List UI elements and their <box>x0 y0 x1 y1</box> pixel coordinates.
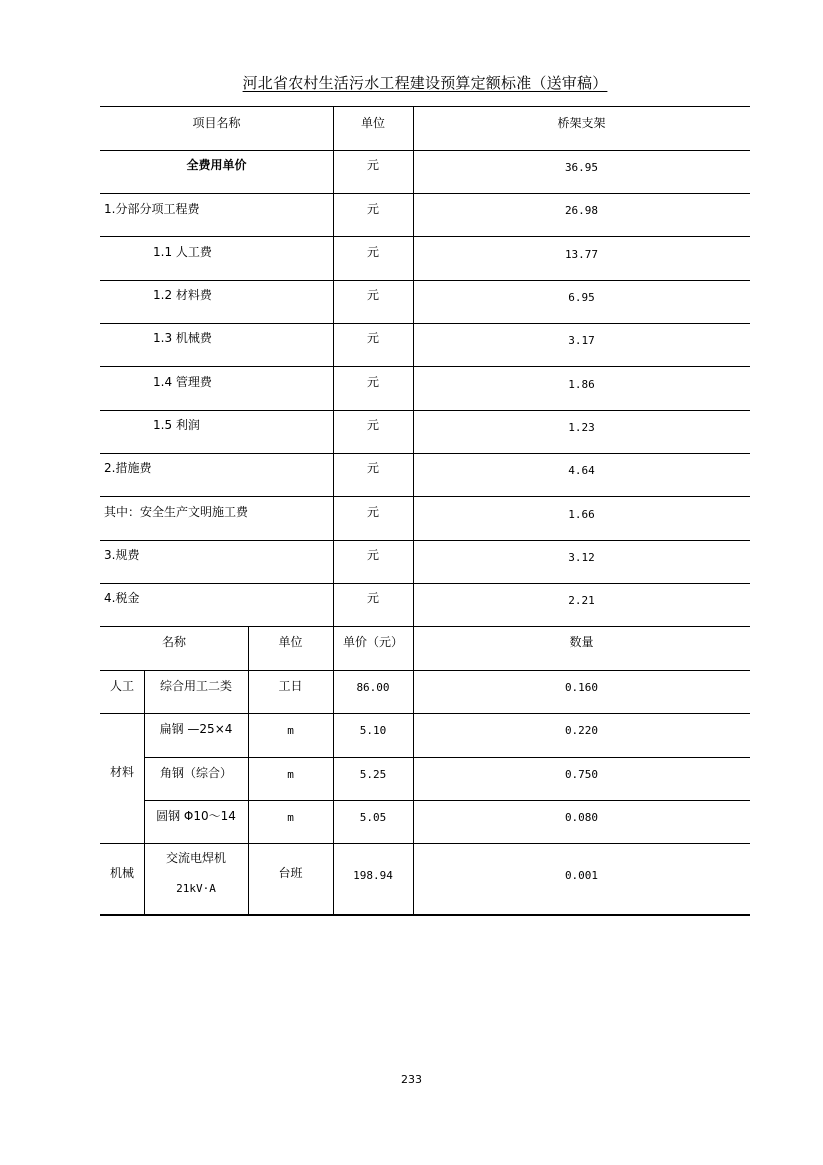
detail-row-unit: 工日 <box>278 679 303 693</box>
page-number: 233 <box>401 1073 422 1086</box>
detail-header-name: 名称 <box>161 635 186 649</box>
summary-row-value: 6.95 <box>568 291 595 304</box>
detail-header-qty: 数量 <box>569 635 594 649</box>
summary-row-unit: 元 <box>366 418 379 432</box>
summary-row-value: 36.95 <box>564 161 599 174</box>
detail-row-unit: m <box>287 724 294 737</box>
row-divider <box>100 583 750 584</box>
summary-row-name: 1.1 人工费 <box>153 245 212 259</box>
detail-header-price: 单价（元） <box>342 635 403 649</box>
summary-row-name: 4.税金 <box>104 591 140 605</box>
detail-row-price: 5.05 <box>359 811 387 824</box>
detail-row-unit: 台班 <box>278 866 303 880</box>
summary-row-unit: 元 <box>366 548 379 562</box>
row-divider <box>100 453 750 454</box>
summary-row-name: 1.分部分项工程费 <box>104 202 200 216</box>
summary-row-value: 26.98 <box>564 204 599 217</box>
row-divider <box>100 410 750 411</box>
header-bottom-border <box>100 150 750 151</box>
row-divider <box>100 236 750 237</box>
table-top-border <box>100 106 750 107</box>
detail-row-price: 5.10 <box>359 724 387 737</box>
detail-row-name: 21kV·A <box>176 882 216 895</box>
summary-row-value: 1.86 <box>568 378 595 391</box>
group-label-material: 材料 <box>109 765 134 779</box>
summary-row-value: 13.77 <box>564 248 599 261</box>
summary-row-name: 1.2 材料费 <box>153 288 212 302</box>
row-divider <box>100 323 750 324</box>
detail-row-price: 198.94 <box>353 869 393 882</box>
detail-row-qty: 0.220 <box>564 724 599 737</box>
detail-row-qty: 0.080 <box>564 811 599 824</box>
summary-row-name: 2.措施费 <box>104 461 152 475</box>
row-divider <box>100 496 750 497</box>
group-label-machine: 机械 <box>109 866 134 880</box>
detail-row-unit: m <box>287 768 294 781</box>
group-label-labor: 人工 <box>109 679 134 693</box>
detail-row-name: 交流电焊机 <box>165 851 226 865</box>
detail-row-price: 86.00 <box>356 681 390 694</box>
summary-row-name: 全费用单价 <box>186 158 247 172</box>
summary-row-unit: 元 <box>366 331 379 345</box>
summary-row-name: 3.规费 <box>104 548 140 562</box>
detail-row-qty: 0.750 <box>564 768 599 781</box>
summary-row-value: 2.21 <box>568 594 595 607</box>
detail-row-name: 角钢（综合） <box>159 766 232 780</box>
summary-row-value: 1.23 <box>568 421 595 434</box>
row-divider <box>100 713 750 714</box>
row-divider <box>100 843 750 844</box>
summary-row-unit: 元 <box>366 461 379 475</box>
header-item: 桥架支架 <box>557 116 606 130</box>
summary-row-value: 1.66 <box>568 508 595 521</box>
summary-row-value: 3.12 <box>568 551 595 564</box>
summary-row-name: 1.3 机械费 <box>153 331 212 345</box>
row-divider <box>100 366 750 367</box>
summary-row-value: 4.64 <box>568 464 595 477</box>
row-divider <box>145 757 750 758</box>
column-divider <box>144 670 145 915</box>
detail-row-price: 5.25 <box>359 768 387 781</box>
row-divider <box>100 540 750 541</box>
detail-row-name: 综合用工二类 <box>159 679 232 693</box>
row-divider <box>100 670 750 671</box>
summary-row-unit: 元 <box>366 591 379 605</box>
summary-row-unit: 元 <box>366 245 379 259</box>
summary-row-unit: 元 <box>366 202 379 216</box>
row-divider <box>100 626 750 627</box>
detail-row-qty: 0.160 <box>564 681 599 694</box>
row-divider <box>145 800 750 801</box>
summary-row-name: 1.5 利润 <box>153 418 200 432</box>
summary-row-unit: 元 <box>366 288 379 302</box>
header-project-name: 项目名称 <box>192 116 241 130</box>
summary-row-unit: 元 <box>366 505 379 519</box>
header-unit: 单位 <box>360 116 385 130</box>
detail-header-unit: 单位 <box>278 635 303 649</box>
detail-row-unit: m <box>287 811 294 824</box>
row-divider <box>100 193 750 194</box>
summary-row-value: 3.17 <box>568 334 595 347</box>
summary-row-name: 其中：安全生产文明施工费 <box>104 505 249 519</box>
detail-row-name: 圆钢 Φ10～14 <box>156 809 236 823</box>
row-divider <box>100 280 750 281</box>
summary-row-unit: 元 <box>366 158 379 172</box>
document-title: 河北省农村生活污水工程建设预算定额标准（送审稿） <box>242 74 608 92</box>
table-bottom-border <box>100 914 750 916</box>
detail-row-name: 扁钢 —25×4 <box>159 722 233 736</box>
summary-row-unit: 元 <box>366 375 379 389</box>
detail-row-qty: 0.001 <box>564 869 599 882</box>
summary-row-name: 1.4 管理费 <box>153 375 212 389</box>
